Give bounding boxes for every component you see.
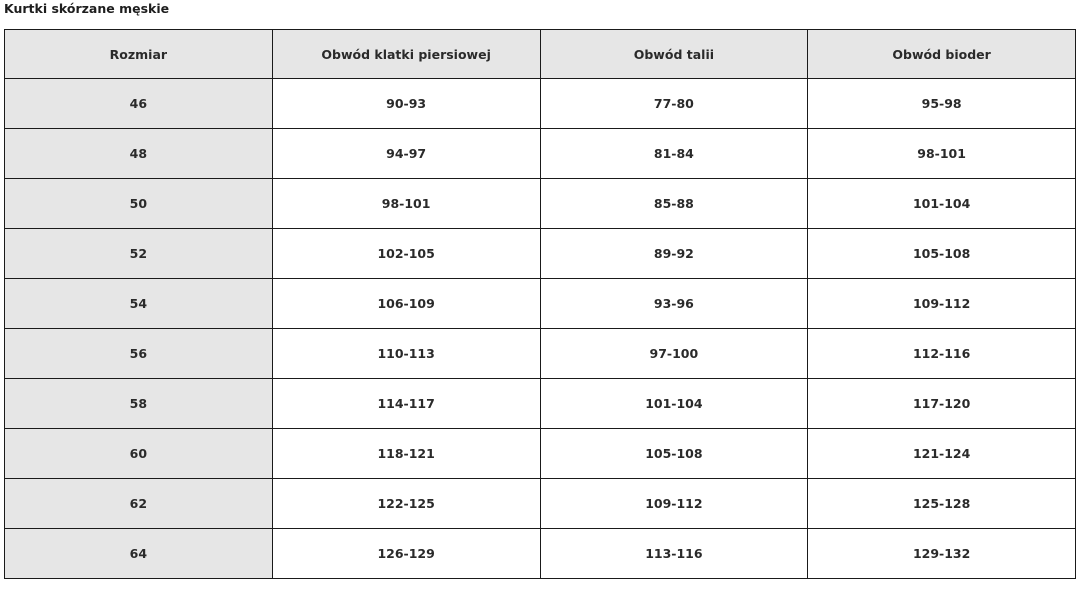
waist-cell: 109-112 bbox=[540, 479, 808, 529]
waist-cell: 81-84 bbox=[540, 129, 808, 179]
table-row bbox=[5, 479, 1076, 529]
hips-cell: 112-116 bbox=[808, 329, 1076, 379]
size-cell: 58 bbox=[5, 379, 273, 429]
chest-cell: 90-93 bbox=[272, 79, 540, 129]
size-cell: 62 bbox=[5, 479, 273, 529]
column-header-hips: Obwód bioder bbox=[808, 30, 1076, 79]
hips-cell: 129-132 bbox=[808, 529, 1076, 579]
hips-cell: 121-124 bbox=[808, 429, 1076, 479]
table-row bbox=[5, 329, 1076, 379]
chest-cell: 98-101 bbox=[272, 179, 540, 229]
hips-cell: 95-98 bbox=[808, 79, 1076, 129]
size-cell: 50 bbox=[5, 179, 273, 229]
size-cell: 46 bbox=[5, 79, 273, 129]
chest-cell: 118-121 bbox=[272, 429, 540, 479]
table-row bbox=[5, 129, 1076, 179]
chest-cell: 110-113 bbox=[272, 329, 540, 379]
hips-cell: 101-104 bbox=[808, 179, 1076, 229]
waist-cell: 89-92 bbox=[540, 229, 808, 279]
waist-cell: 101-104 bbox=[540, 379, 808, 429]
table-row bbox=[5, 279, 1076, 329]
hips-cell: 98-101 bbox=[808, 129, 1076, 179]
table-row bbox=[5, 379, 1076, 429]
hips-cell: 109-112 bbox=[808, 279, 1076, 329]
column-header-waist: Obwód talii bbox=[540, 30, 808, 79]
chest-cell: 122-125 bbox=[272, 479, 540, 529]
waist-cell: 85-88 bbox=[540, 179, 808, 229]
waist-cell: 93-96 bbox=[540, 279, 808, 329]
column-header-chest: Obwód klatki piersiowej bbox=[272, 30, 540, 79]
hips-cell: 105-108 bbox=[808, 229, 1076, 279]
size-cell: 54 bbox=[5, 279, 273, 329]
waist-cell: 113-116 bbox=[540, 529, 808, 579]
waist-cell: 77-80 bbox=[540, 79, 808, 129]
table-body bbox=[5, 79, 1076, 579]
chest-cell: 106-109 bbox=[272, 279, 540, 329]
waist-cell: 97-100 bbox=[540, 329, 808, 379]
hips-cell: 117-120 bbox=[808, 379, 1076, 429]
chest-cell: 114-117 bbox=[272, 379, 540, 429]
header-row bbox=[5, 30, 1076, 79]
hips-cell: 125-128 bbox=[808, 479, 1076, 529]
size-cell: 60 bbox=[5, 429, 273, 479]
size-cell: 48 bbox=[5, 129, 273, 179]
chest-cell: 126-129 bbox=[272, 529, 540, 579]
table-row bbox=[5, 179, 1076, 229]
table-header bbox=[5, 30, 1076, 79]
size-cell: 52 bbox=[5, 229, 273, 279]
chest-cell: 102-105 bbox=[272, 229, 540, 279]
size-cell: 64 bbox=[5, 529, 273, 579]
table-row bbox=[5, 529, 1076, 579]
table-row bbox=[5, 229, 1076, 279]
page-title: Kurtki skórzane męskie bbox=[4, 1, 170, 16]
column-header-size: Rozmiar bbox=[5, 30, 273, 79]
waist-cell: 105-108 bbox=[540, 429, 808, 479]
size-cell: 56 bbox=[5, 329, 273, 379]
table-row bbox=[5, 429, 1076, 479]
size-chart-table bbox=[4, 29, 1076, 579]
table-row bbox=[5, 79, 1076, 129]
chest-cell: 94-97 bbox=[272, 129, 540, 179]
